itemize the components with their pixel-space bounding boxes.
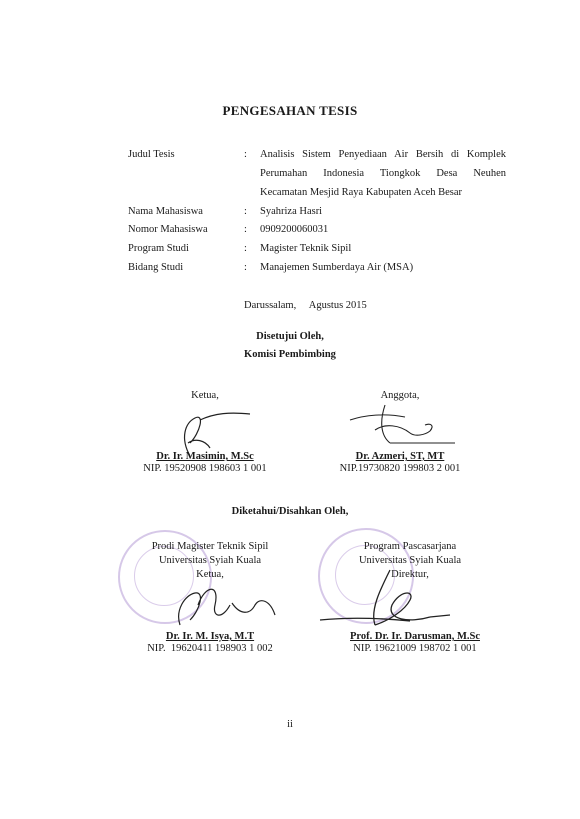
prodi-nip: NIP. 19620411 198903 1 002 (147, 643, 273, 654)
program-colon: : (244, 243, 247, 254)
ketua-name: Dr. Ir. Masimin, M.Sc (156, 451, 254, 462)
judul-line-2: Perumahan Indonesia Tiongkok Desa Neuhen (260, 168, 506, 179)
bidang-value: Manajemen Sumberdaya Air (MSA) (260, 262, 414, 273)
approved-heading: Disetujui Oleh, (256, 331, 324, 342)
page-number: ii (287, 719, 293, 730)
place-date: Darussalam, Agustus 2015 (244, 300, 367, 311)
pasca-signature (320, 565, 470, 640)
judul-line-3: Kecamatan Mesjid Raya Kabupaten Aceh Besar (260, 187, 463, 198)
nomor-value: 0909200060031 (260, 224, 329, 235)
ketua-nip: NIP. 19520908 198603 1 001 (143, 463, 267, 474)
acknowledged-heading: Diketahui/Disahkan Oleh, (231, 506, 349, 517)
judul-label: Judul Tesis (128, 149, 175, 160)
prodi-name: Dr. Ir. M. Isya, M.T (165, 631, 255, 642)
page-title: PENGESAHAN TESIS (222, 103, 358, 118)
anggota-name: Dr. Azmeri, ST, MT (355, 451, 445, 462)
nama-value: Syahriza Hasri (260, 206, 323, 217)
nomor-colon: : (244, 224, 247, 235)
anggota-role: Anggota, (380, 390, 420, 401)
ketua-role: Ketua, (191, 390, 219, 401)
anggota-nip: NIP.19730820 199803 2 001 (339, 463, 461, 474)
pasca-role: Direktur, (391, 569, 429, 580)
judul-colon: : (244, 149, 247, 160)
pasca-line2: Universitas Syiah Kuala (358, 555, 462, 566)
program-value: Magister Teknik Sipil (260, 243, 352, 254)
committee-heading: Komisi Pembimbing (244, 349, 336, 360)
bidang-colon: : (244, 262, 247, 273)
pasca-nip: NIP. 19621009 198702 1 001 (353, 643, 477, 654)
nama-colon: : (244, 206, 247, 217)
nama-label: Nama Mahasiswa (128, 206, 203, 217)
pasca-line1: Program Pascasarjana (363, 541, 457, 552)
prodi-line2: Universitas Syiah Kuala (158, 555, 262, 566)
prodi-role: Ketua, (196, 569, 224, 580)
prodi-signature (160, 575, 280, 635)
judul-line-1: Analisis Sistem Penyediaan Air Bersih di Komplek (260, 149, 506, 160)
pasca-name: Prof. Dr. Ir. Darusman, M.Sc (350, 631, 480, 642)
bidang-label: Bidang Studi (128, 262, 184, 273)
program-label: Program Studi (128, 243, 189, 254)
anggota-signature (330, 395, 460, 455)
prodi-line1: Prodi Magister Teknik Sipil (151, 541, 269, 552)
nomor-label: Nomor Mahasiswa (128, 224, 208, 235)
